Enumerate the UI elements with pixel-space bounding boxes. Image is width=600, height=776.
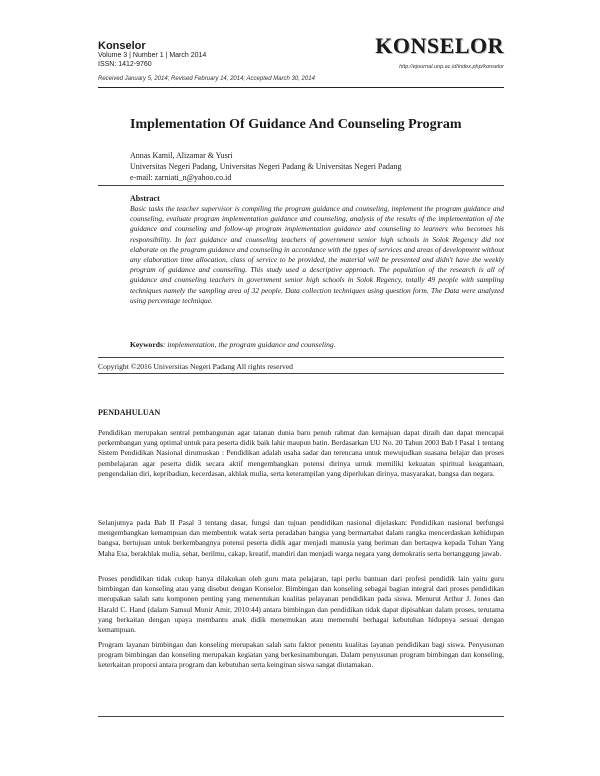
abstract-top-divider	[98, 185, 504, 186]
author-affiliation: Universitas Negeri Padang, Universitas Negeri Padang & Universitas Negeri Padang	[130, 162, 402, 171]
journal-url-link[interactable]: http://ejournal.unp.ac.id/index.php/konselor	[399, 64, 504, 70]
copyright-top-divider	[98, 357, 504, 358]
author-block	[130, 150, 401, 183]
keywords-values: : implementation, the program guidance and counseling.	[162, 340, 336, 349]
copyright-notice: Copyright ©2016 Universitas Negeri Padang All rights reserved	[98, 362, 293, 371]
header-divider	[98, 87, 504, 88]
article-dates: Received January 5, 2014; Revised February 14, 2014; Accepted March 30, 2014	[98, 76, 315, 82]
abstract-heading: Abstract	[130, 194, 160, 203]
copyright-bottom-divider	[98, 373, 504, 374]
journal-logo: KONSELOR	[375, 33, 504, 58]
footer-divider	[98, 716, 504, 717]
body-paragraph: Pendidikan merupakan sentral pembangunan agar tatanan dunia baru penuh rahmat dan kemajuan dapat diraih dan dapat mencapai perkembangan yang optimal untuk para peserta didik baik lahir maupun batin. Berdasarkan UU No. 20 Tahun 2003 Bab I Pasal 1 tentang Sistem Pendidikan Nasional dirumuskan : Pendidikan adalah usaha sadar dan terencana untuk mewujudkan suasana belajar dan proses pembelajaran agar peserta didik secara aktif mengembangkan potensi dirinya untuk memiliki kekuatan spiritual keagamaan, pengendalian diri, kepribadian, kecerdasan, akhlak mulia, serta keterampilan yang diperlukan dirinya, masyarakat, bangsa dan negara.	[98, 428, 504, 478]
journal-name: Konselor	[98, 40, 146, 52]
section-heading: PENDAHULUAN	[98, 408, 161, 417]
keywords-label: Keywords	[130, 340, 163, 349]
journal-issn: ISSN: 1412-9760	[98, 61, 152, 68]
author-names: Annas Kamil, Alizamar & Yusri	[130, 151, 233, 160]
keywords-line	[130, 340, 336, 349]
author-email: e-mail: zarniati_n@yahoo.co.id	[130, 173, 232, 182]
body-paragraph: Selanjutnya pada Bab II Pasal 3 tentang dasar, fungsi dan tujuan pendidikan nasional dijelaskan: Pendidikan nasional berfungsi mengembangkan kemampuan dan membentuk watak serta peradaban bangsa yang bermartabat dalam rangka mencerdaskan kehidupan bangsa, bertujuan untuk berkembangnya potensi peserta didik agar menjadi manusia yang beriman dan bertaqwa kepada Tuhan Yang Maha Esa, berakhlak mulia, sehat, berilmu, cakap, kreatif, mandiri dan menjadi warga negara yang demokratis serta bertanggung jawab.	[98, 518, 504, 558]
journal-volume: Volume 3 | Number 1 | March 2014	[98, 52, 207, 59]
body-paragraph: Proses pendidikan tidak cukup hanya dilakukan oleh guru mata pelajaran, tapi perlu bantuan dari profesi pendidik lain yaitu guru bimbingan dan konseling atau yang disebut dengan Konselor. Bimbingan dan konseling sebagai bagian integral dari proses pendidikan merupakan salah satu komponen penting yang menentukan kualitas pelayanan pendidikan pada siswa. Menurut Arthur J. Jones dan Harald C. Hand (dalam Samsul Munir Amir, 2010:44) antara bimbingan dan pendidikan tidak dapat dipisahkan dalam proses, terutama yang berkaitan dengan upaya membantu anak didik menemukan atau memenuhi berhagai kebutuhan hidupnya sesuai dengan kemampuan.	[98, 574, 504, 635]
abstract-text: Basic tasks the teacher supervisor is compiling the program guidance and counseling, implement the program guidance and counseling, evaluate program implementation guidance and counseling, analysis of the results of the implementation of the guidance and counseling and follow-up program implementation guidance and counseling to learners who becomes his responsibility. In fact guidance and counseling teachers of government senior high schools in Solok Regency did not elaborate on the program guidance and counseling in accordance with the types of services and areas of development without any elaboration time allocation, class of service to be provided, the material will be presented and didn't have the weekly program of guidance and counseling. This study used a descriptive approach. The population of the research is all of guidance and counseling teachers in government senior high schools in Solok Regency, totally 49 people with sampling techniques namely the sampling area of 32 people. Data collection techniques using question form. The Data were analyzed using percentage technique.	[130, 204, 504, 305]
article-title: Implementation Of Guidance And Counseling Program	[130, 117, 462, 132]
body-paragraph: Program layanan bimbingan dan konseling merupakan salah satu faktor penentu kualitas layanan pendidikan bagi siswa. Penyusunan program bimbingan dan konseling merupakan kegiatan yang berkesinambungan. Dalam penyusunan program bimbingan dan konseling, keterkaitan proporsi antara program dan kebutuhan serta keinginan siswa sangat diutamakan.	[98, 640, 504, 670]
